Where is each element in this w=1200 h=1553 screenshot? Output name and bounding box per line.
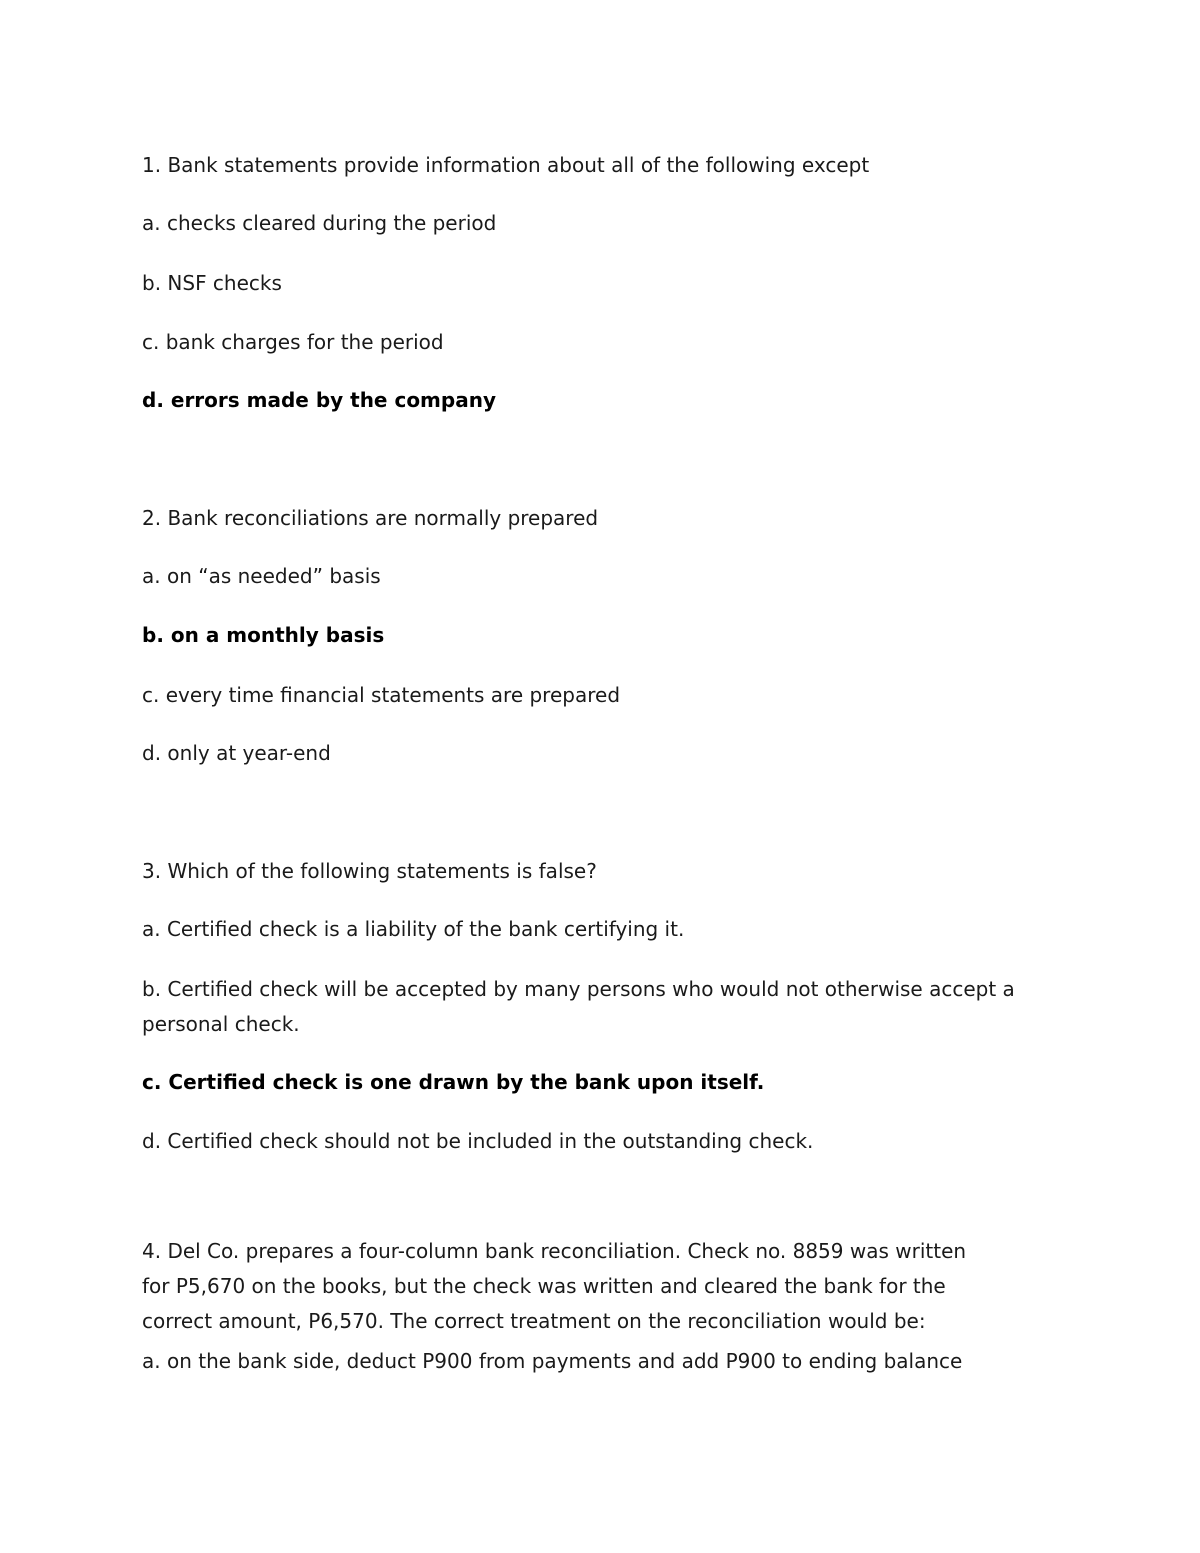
question-1-stem: 1. Bank statements provide information about all of the following except — [142, 153, 870, 177]
question-2-option-d: d. only at year-end — [142, 741, 331, 765]
question-2-option-b-answer: b. on a monthly basis — [142, 623, 385, 647]
question-4-stem-line-3: correct amount, P6,570. The correct treatment on the reconciliation would be: — [142, 1309, 926, 1333]
question-2-stem: 2. Bank reconciliations are normally prepared — [142, 506, 599, 530]
question-1-option-b: b. NSF checks — [142, 271, 282, 295]
question-1-option-d-answer: d. errors made by the company — [142, 388, 496, 412]
question-4-stem-line-1: 4. Del Co. prepares a four-column bank reconciliation. Check no. 8859 was written — [142, 1239, 967, 1263]
question-3-option-b: b. Certified check will be accepted by many persons who would not otherwise accept a — [142, 977, 1015, 1001]
question-2-option-c: c. every time financial statements are prepared — [142, 683, 621, 707]
question-3-option-a: a. Certified check is a liability of the bank certifying it. — [142, 917, 685, 941]
question-1-option-a: a. checks cleared during the period — [142, 211, 497, 235]
question-1-option-c: c. bank charges for the period — [142, 330, 444, 354]
question-3-option-d: d. Certified check should not be included in the outstanding check. — [142, 1129, 814, 1153]
question-2-option-a: a. on “as needed” basis — [142, 564, 381, 588]
question-4-stem-line-2: for P5,670 on the books, but the check was written and cleared the bank for the — [142, 1274, 946, 1298]
question-3-option-b-continued: personal check. — [142, 1012, 300, 1036]
question-3-option-c-answer: c. Certified check is one drawn by the bank upon itself. — [142, 1070, 765, 1094]
question-4-option-a: a. on the bank side, deduct P900 from payments and add P900 to ending balance — [142, 1349, 963, 1373]
question-3-stem: 3. Which of the following statements is false? — [142, 859, 597, 883]
